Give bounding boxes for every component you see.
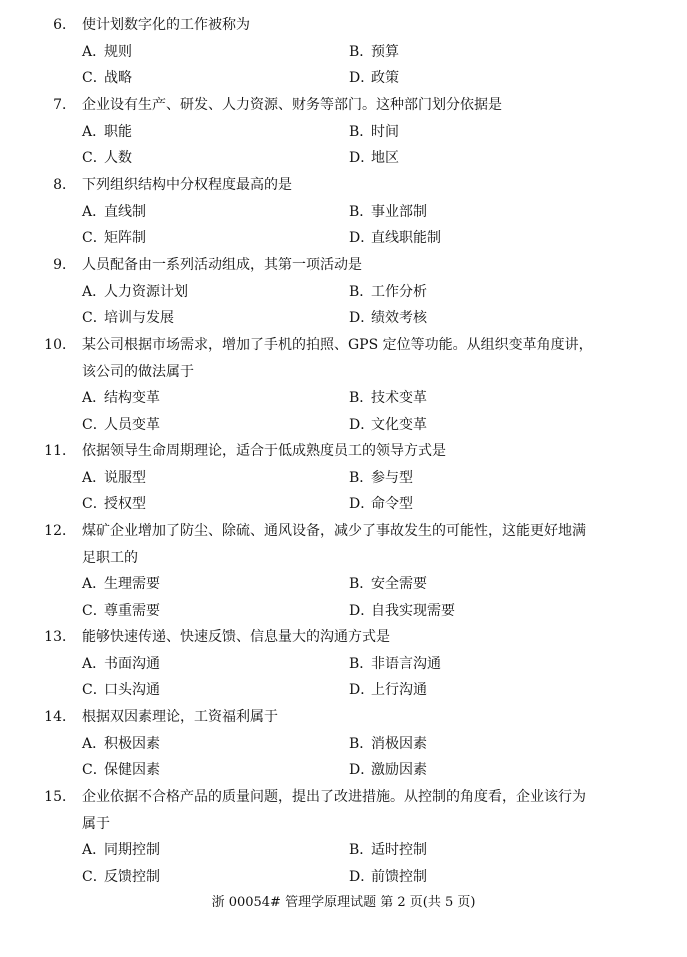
option-text: 同期控制 [104, 842, 160, 858]
option-text: 时间 [371, 123, 399, 140]
option-letter: D． [349, 868, 375, 885]
option-letter: C． [82, 682, 107, 698]
question-number: 9． [53, 257, 76, 273]
option-text: 预算 [371, 43, 399, 60]
option-letter: D． [349, 682, 375, 698]
option-letter: D． [349, 602, 375, 619]
question-text: 人员配备由一系列活动组成，其第一项活动是 [82, 257, 362, 273]
option-c [82, 308, 174, 328]
option-letter: B． [349, 43, 374, 60]
option-text: 职能 [104, 123, 132, 140]
option-text: 生理需要 [104, 576, 160, 592]
option-c [82, 867, 160, 887]
option-text: 技术变革 [371, 390, 427, 406]
option-d [349, 601, 455, 621]
option-letter: A． [82, 576, 107, 592]
option-text: 参与型 [371, 469, 413, 486]
question-number: 13． [44, 629, 76, 645]
option-c [82, 415, 160, 435]
option-text: 政策 [371, 70, 399, 86]
option-b [349, 202, 427, 222]
option-text: 激励因素 [371, 762, 427, 778]
option-text: 人力资源计划 [104, 283, 188, 300]
question-number: 10． [44, 337, 76, 353]
option-text: 规则 [104, 43, 132, 60]
question-number: 8． [53, 177, 76, 193]
option-letter: A． [82, 390, 107, 406]
option-text: 适时控制 [371, 842, 427, 858]
question-text: 使计划数字化的工作被称为 [82, 17, 250, 33]
option-text: 文化变革 [371, 416, 427, 433]
option-letter: B． [349, 576, 374, 592]
option-a [82, 122, 132, 142]
option-a [82, 202, 146, 222]
question-text: 某公司根据市场需求，增加了手机的拍照、GPS 定位等功能。从组织变革角度讲， [82, 337, 593, 353]
option-letter: A． [82, 735, 107, 752]
option-text: 保健因素 [104, 762, 160, 778]
option-letter: B． [349, 469, 374, 486]
option-b [349, 734, 427, 754]
option-letter: B． [349, 390, 374, 406]
option-b [349, 388, 427, 408]
option-letter: C． [82, 150, 107, 166]
question-text: 煤矿企业增加了防尘、除硫、通风设备，减少了事故发生的可能性，这能更好地满 [82, 523, 586, 539]
option-letter: B． [349, 123, 374, 140]
option-d [349, 760, 427, 780]
option-a [82, 734, 160, 754]
option-d [349, 228, 441, 248]
option-d [349, 308, 427, 328]
option-letter: B． [349, 203, 374, 220]
option-letter: B． [349, 735, 374, 752]
question-number: 6． [53, 17, 76, 33]
option-text: 命令型 [371, 496, 413, 512]
option-c [82, 68, 132, 88]
question-text: 依据领导生命周期理论，适合于低成熟度员工的领导方式是 [82, 443, 446, 459]
option-b [349, 840, 427, 860]
option-text: 书面沟通 [104, 655, 160, 672]
question-text: 下列组织结构中分权程度最高的是 [82, 177, 292, 193]
question-text: 企业依据不合格产品的质量问题，提出了改进措施。从控制的角度看，企业该行为 [82, 789, 586, 805]
option-letter: A． [82, 469, 107, 486]
option-letter: C． [82, 602, 107, 619]
question-number: 15． [44, 789, 76, 805]
option-text: 说服型 [104, 469, 146, 486]
option-text: 人数 [104, 150, 132, 166]
option-letter: D． [349, 150, 375, 166]
option-text: 地区 [371, 150, 399, 166]
option-letter: B． [349, 842, 374, 858]
option-a [82, 42, 132, 62]
option-letter: B． [349, 655, 374, 672]
option-text: 自我实现需要 [371, 602, 455, 619]
option-d [349, 867, 427, 887]
option-b [349, 468, 413, 488]
option-b [349, 574, 427, 594]
option-a [82, 388, 160, 408]
option-letter: C． [82, 496, 107, 512]
page-footer: 浙 00054# 管理学原理试题 第 2 页(共 5 页) [211, 895, 476, 910]
option-letter: D． [349, 70, 375, 86]
question-text: 属于 [82, 815, 110, 832]
option-letter: A． [82, 283, 107, 300]
question-text: 该公司的做法属于 [82, 363, 194, 380]
option-a [82, 574, 160, 594]
option-text: 工作分析 [371, 283, 427, 300]
option-text: 反馈控制 [104, 868, 160, 885]
question-number: 14． [44, 709, 76, 725]
option-text: 安全需要 [371, 576, 427, 592]
question-text: 能够快速传递、快速反馈、信息量大的沟通方式是 [82, 629, 390, 645]
option-letter: C． [82, 416, 107, 433]
option-text: 结构变革 [104, 390, 160, 406]
option-letter: A． [82, 123, 107, 140]
option-letter: C． [82, 762, 107, 778]
question-text: 根据双因素理论，工资福利属于 [82, 709, 278, 725]
option-d [349, 680, 427, 700]
question-text: 企业设有生产、研发、人力资源、财务等部门。这种部门划分依据是 [82, 97, 502, 113]
option-c [82, 494, 146, 514]
option-text: 前馈控制 [371, 868, 427, 885]
option-letter: C． [82, 70, 107, 86]
option-b [349, 282, 427, 302]
option-c [82, 228, 146, 248]
option-text: 直线职能制 [371, 230, 441, 246]
option-letter: A． [82, 655, 107, 672]
option-text: 培训与发展 [104, 310, 174, 326]
question-number: 12． [44, 523, 76, 539]
option-text: 积极因素 [104, 735, 160, 752]
question-number: 7． [53, 97, 76, 113]
option-letter: D． [349, 762, 375, 778]
option-letter: D． [349, 230, 375, 246]
option-b [349, 654, 441, 674]
option-letter: C． [82, 230, 107, 246]
option-letter: A． [82, 203, 107, 220]
option-text: 矩阵制 [104, 230, 146, 246]
option-text: 口头沟通 [104, 682, 160, 698]
option-text: 战略 [104, 70, 132, 86]
option-letter: D． [349, 496, 375, 512]
option-d [349, 415, 427, 435]
option-c [82, 148, 132, 168]
option-c [82, 760, 160, 780]
option-a [82, 654, 160, 674]
option-letter: C． [82, 310, 107, 326]
option-text: 非语言沟通 [371, 655, 441, 672]
option-a [82, 282, 188, 302]
option-c [82, 680, 160, 700]
option-a [82, 468, 146, 488]
option-d [349, 68, 399, 88]
option-text: 尊重需要 [104, 602, 160, 619]
option-letter: A． [82, 842, 107, 858]
option-c [82, 601, 160, 621]
question-text: 足职工的 [82, 549, 138, 566]
option-a [82, 840, 160, 860]
option-b [349, 122, 399, 142]
option-letter: D． [349, 416, 375, 433]
option-b [349, 42, 399, 62]
option-text: 上行沟通 [371, 682, 427, 698]
option-letter: B． [349, 283, 374, 300]
option-letter: D． [349, 310, 375, 326]
question-number: 11． [44, 443, 76, 459]
option-d [349, 494, 413, 514]
option-text: 直线制 [104, 203, 146, 220]
option-text: 消极因素 [371, 735, 427, 752]
option-text: 授权型 [104, 496, 146, 512]
option-letter: A． [82, 43, 107, 60]
option-text: 绩效考核 [371, 310, 427, 326]
option-text: 人员变革 [104, 416, 160, 433]
option-letter: C． [82, 868, 107, 885]
option-text: 事业部制 [371, 203, 427, 220]
option-d [349, 148, 399, 168]
